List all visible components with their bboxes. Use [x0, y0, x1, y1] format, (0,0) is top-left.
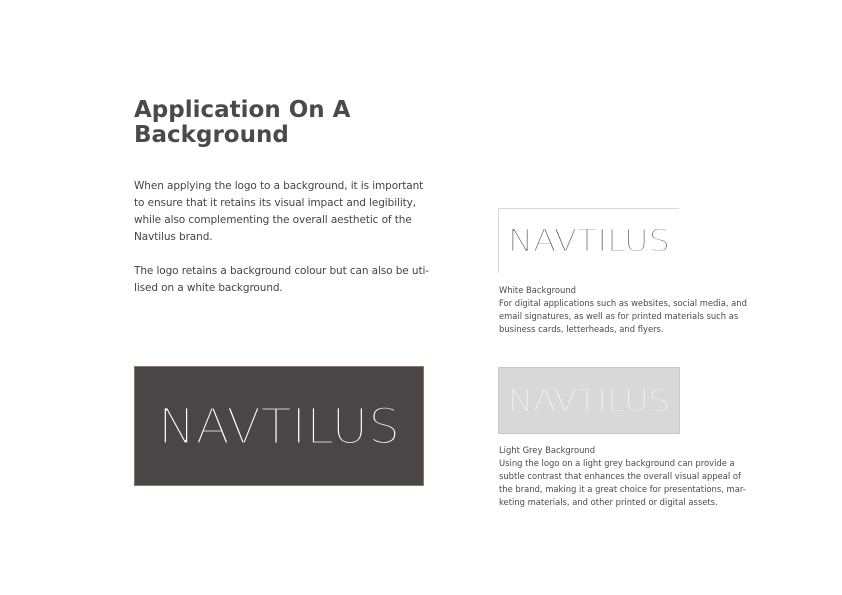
intro-paragraph-1: When applying the logo to a background, it is important to ensure that it retains its visual impact and legibility, while also complementing the overall aesthetic of the Navtilus brand. [134, 180, 424, 243]
caption-body: Using the logo on a light grey background can provide a subtle contrast that enhances the overall visual appeal of the brand, making it a great choice for presentations, mar-keting materials, and other printed or digital assets. [499, 458, 746, 507]
caption-white-background [499, 284, 749, 336]
caption-heading: White Background [499, 285, 576, 295]
logo-wordmark-text: NAVTILUS [508, 383, 670, 418]
caption-body: For digital applications such as websites, social media, and email signatures, as well as for printed materials such as business cards, letterheads, and flyers. [499, 298, 747, 334]
logo-wordmark-white [506, 224, 672, 258]
logo-wordmark-text: NAVTILUS [508, 224, 670, 258]
intro-text [134, 178, 434, 314]
logo-dark-background [134, 366, 424, 486]
logo-wordmark-text: NAVTILUS [158, 399, 400, 454]
logo-wordmark-dark [154, 398, 404, 454]
logo-wordmark-grey [506, 384, 672, 418]
caption-grey-background [499, 444, 749, 509]
intro-paragraph-2: The logo retains a background colour but can also be uti-lised on a white background. [134, 265, 429, 294]
page-title: Application On A Background [134, 97, 351, 148]
logo-white-background [498, 208, 679, 273]
caption-heading: Light Grey Background [499, 445, 596, 455]
logo-grey-background [498, 367, 680, 434]
